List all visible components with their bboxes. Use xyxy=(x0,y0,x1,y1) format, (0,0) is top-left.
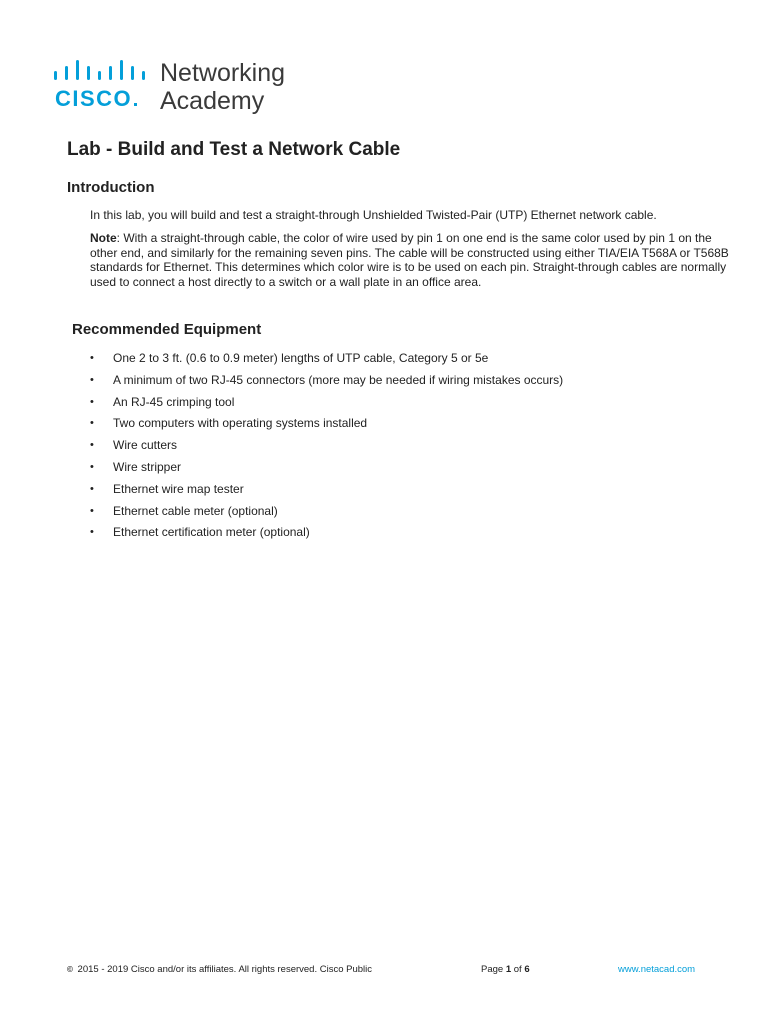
list-item: • One 2 to 3 ft. (0.6 to 0.9 meter) lengths of UTP cable, Category 5 or 5e xyxy=(90,351,489,365)
bullet-icon: • xyxy=(90,373,94,386)
cisco-wordmark: CISCO xyxy=(55,88,137,110)
cisco-networking-academy-logo xyxy=(53,58,313,118)
list-item: • An RJ-45 crimping tool xyxy=(90,394,235,409)
list-item: • Ethernet wire map tester xyxy=(90,481,244,496)
list-item: • Ethernet certification meter (optional) xyxy=(90,525,310,540)
bullet-icon: • xyxy=(90,417,94,430)
bullet-icon: • xyxy=(90,482,94,495)
logo-academy-text: Academy xyxy=(160,87,265,115)
bullet-icon: • xyxy=(90,439,94,452)
bullet-icon: • xyxy=(90,460,94,473)
bullet-icon: • xyxy=(90,526,94,539)
equipment-list xyxy=(90,351,563,547)
note-text: : With a straight-through cable, the color of wire used by pin 1 on one end is the same color used by pin 1 on the other end, and similarly for the remaining seven pins. The cable will be constructed using either TIA/EIA T568A or T568B standards for Ethernet. This determines which color wire is to be used on each pin. Straight-through cables are normally used to connect a host directly to a switch or a wall plate in an office area. xyxy=(90,231,729,289)
logo-networking-text: Networking xyxy=(160,59,286,87)
note-paragraph xyxy=(90,231,730,289)
footer-copyright: © 2015 - 2019 Cisco and/or its affiliates. All rights reserved. Cisco Public xyxy=(67,964,373,975)
list-item: • Two computers with operating systems installed xyxy=(90,416,368,431)
copyright-icon: © xyxy=(67,965,73,974)
list-item: • A minimum of two RJ-45 connectors (more may be needed if wiring mistakes occurs) xyxy=(90,372,564,387)
bullet-icon: • xyxy=(90,395,94,408)
footer-url-link[interactable]: www.netacad.com xyxy=(618,964,696,975)
note-label: Note xyxy=(90,231,117,245)
bullet-icon: • xyxy=(90,352,94,364)
list-item: • Wire stripper xyxy=(90,459,182,474)
cisco-bars-icon xyxy=(53,60,149,82)
equipment-heading: Recommended Equipment xyxy=(72,321,262,338)
list-item: • Ethernet cable meter (optional) xyxy=(90,503,278,518)
list-item: • Wire cutters xyxy=(90,438,178,453)
introduction-paragraph: In this lab, you will build and test a straight-through Unshielded Twisted-Pair (UTP) Ethernet network cable. xyxy=(90,208,657,222)
footer-page-number: Page 1 of 6 xyxy=(481,964,530,975)
page-title: Lab - Build and Test a Network Cable xyxy=(67,139,401,160)
bullet-icon: • xyxy=(90,504,94,517)
introduction-heading: Introduction xyxy=(67,179,155,196)
